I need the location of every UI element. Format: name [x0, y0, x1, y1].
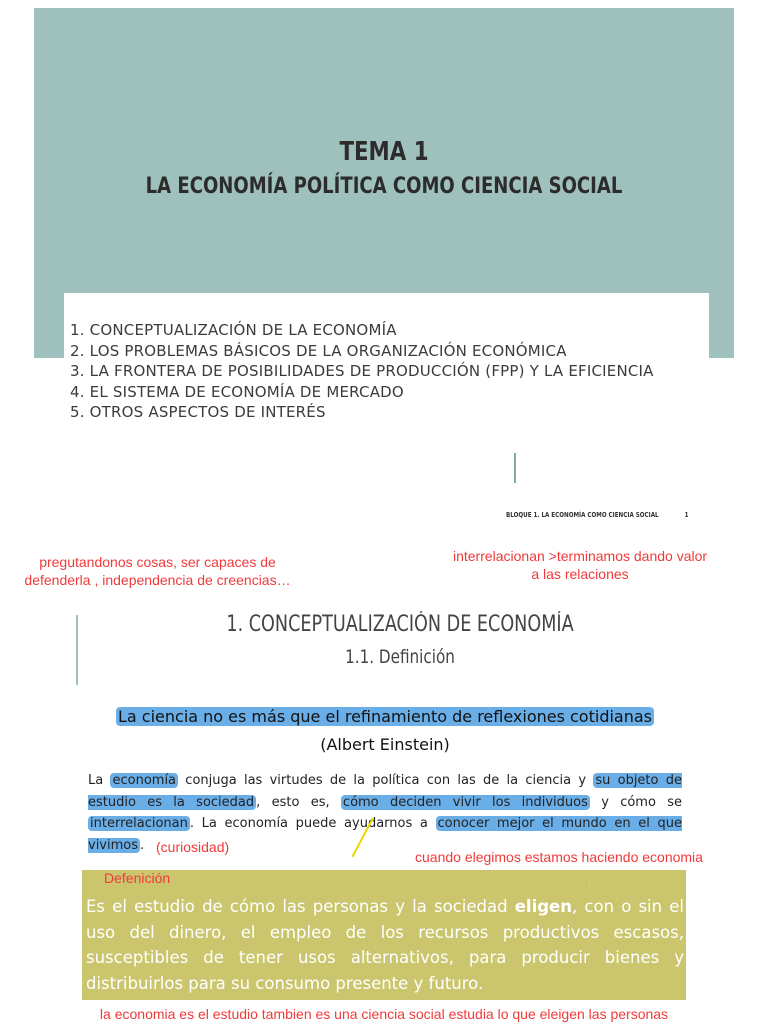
highlight-text: economía: [112, 773, 177, 788]
definicion-annotation: Defenición: [104, 870, 171, 886]
accent-bar: [514, 453, 516, 483]
page-number: 1: [684, 511, 689, 519]
section-subheading: 1.1. Definición: [345, 646, 455, 668]
quote-author: (Albert Einstein): [320, 735, 450, 754]
definition-bold: eligen: [514, 897, 572, 916]
right-annotation: interrelacionan >terminamos dando valor a las relaciones: [452, 548, 708, 582]
accent-bar: [76, 615, 78, 685]
table-of-contents: [70, 320, 760, 423]
definition-part: Es el estudio de cómo las personas y la sociedad: [86, 897, 515, 916]
section-heading: 1. CONCEPTUALIZACIÓN DE ECONOMÍA: [226, 612, 574, 637]
curiosity-annotation: (curiosidad): [156, 839, 230, 855]
paragraph-text: .: [140, 837, 145, 853]
highlight-text: interrelacionan: [90, 816, 188, 831]
paragraph-text: La: [88, 773, 111, 788]
quote-text: La ciencia no es más que el refinamiento de reflexiones cotidianas: [117, 707, 652, 726]
toc-item: 1. CONCEPTUALIZACIÓN DE LA ECONOMÍA: [70, 321, 397, 339]
toc-item: 3. LA FRONTERA DE POSIBILIDADES DE PRODUCCIÓN (FPP) Y LA EFICIENCIA: [70, 362, 654, 380]
highlight-text: conocer mejor el mundo en el que vivimos: [88, 816, 682, 853]
toc-item: 5. OTROS ASPECTOS DE INTERÉS: [70, 403, 326, 421]
paragraph-text: conjuga las virtudes de la política con las de la ciencia y: [178, 773, 594, 788]
quote-block: [60, 705, 710, 757]
bottom-annotation: la economia es el estudio tambien es una ciencia social estudia lo que eleigen las personas: [99, 1006, 669, 1022]
slide-footer: [506, 511, 688, 519]
slide-1-title: [97, 136, 671, 202]
slide-2-title: [160, 609, 640, 673]
tema-subtitle: LA ECONOMÍA POLÍTICA COMO CIENCIA SOCIAL: [145, 174, 623, 199]
left-annotation: pregutandonos cosas, ser capaces de defenderla , independencia de creencias…: [24, 554, 291, 588]
highlight-text: cómo deciden vivir los individuos: [342, 794, 588, 810]
paragraph-text: y cómo se: [589, 794, 682, 810]
tema-title: TEMA 1: [339, 137, 429, 167]
definition-text: [86, 894, 684, 996]
toc-item: 2. LOS PROBLEMAS BÁSICOS DE LA ORGANIZACIÓN ECONÓMICA: [70, 341, 567, 360]
elegimos-annotation: cuando elegimos estamos haciendo economia: [415, 849, 703, 865]
paragraph-text: , esto es,: [256, 794, 341, 810]
paragraph-text: . La economía puede ayudarnos a: [189, 816, 436, 831]
definition-part: , con o sin el uso del dinero, el empleo de los recursos productivos escasos, susceptibles de tener usos alternativos, para producir bienes y distribuirlos para su consumo presente y futuro.: [86, 897, 684, 993]
pen-stroke: [589, 876, 590, 890]
footer-label: BLOQUE 1. LA ECONOMÍA COMO CIENCIA SOCIAL: [506, 511, 659, 519]
toc-item: 4. EL SISTEMA DE ECONOMÍA DE MERCADO: [70, 382, 404, 401]
highlight-text: su objeto de estudio es la sociedad: [88, 773, 682, 810]
